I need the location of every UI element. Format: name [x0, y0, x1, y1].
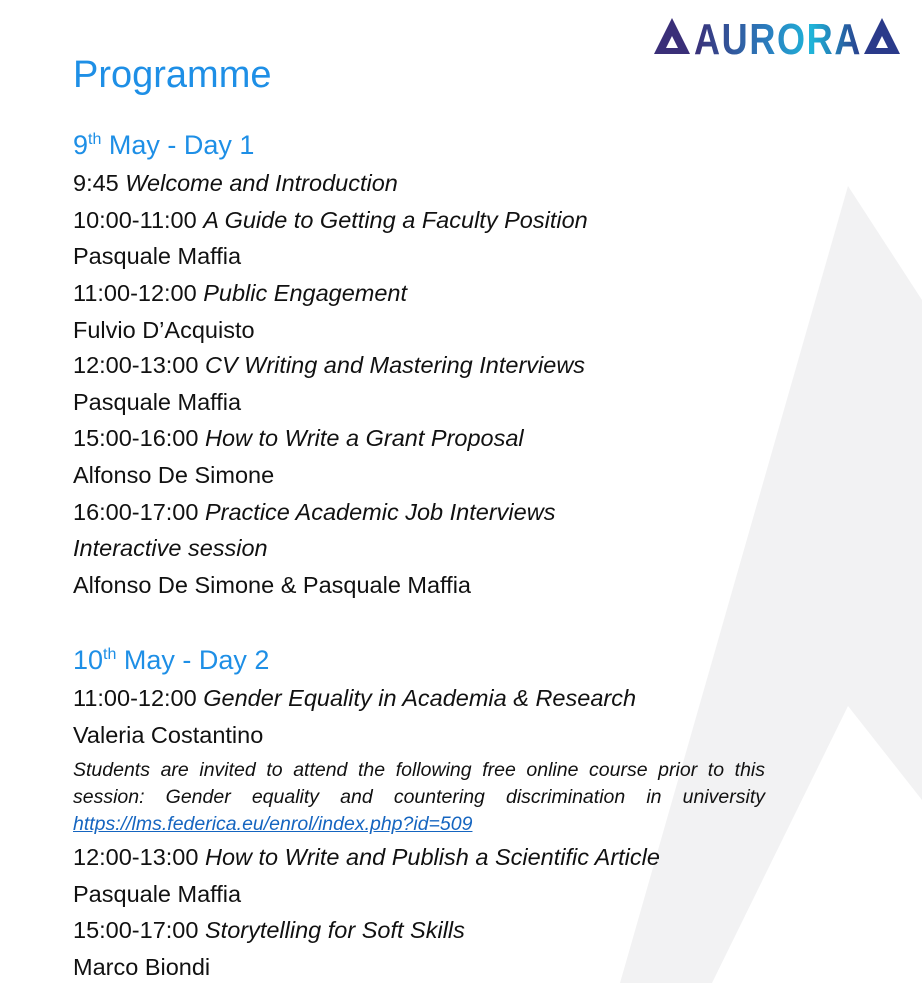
session-time: 11:00-12:00 — [73, 280, 204, 306]
day-heading-2 — [73, 645, 269, 676]
session-time: 15:00-16:00 — [73, 425, 205, 451]
page-title: Programme — [73, 54, 272, 96]
course-link[interactable]: https://lms.federica.eu/enrol/index.php?id=509 — [73, 813, 473, 835]
session-line — [73, 168, 398, 198]
session-speaker: Marco Biondi — [73, 954, 211, 980]
session-title: Public Engagement — [203, 280, 408, 306]
session-time: 9:45 — [73, 170, 126, 196]
session-speaker: Fulvio D’Acquisto — [73, 317, 255, 343]
session-time: 10:00-11:00 — [73, 207, 204, 233]
note-text: Students are invited to attend the following free online course prior to this session: Gender equality and countering discrimination in university — [73, 759, 765, 808]
session-speaker: Pasquale Maffia — [73, 243, 242, 269]
session-speaker: Pasquale Maffia — [73, 389, 242, 415]
session-time: 12:00-13:00 — [73, 352, 205, 378]
day-label: May - Day 2 — [116, 645, 270, 675]
session-line — [73, 915, 465, 945]
session-speaker: Alfonso De Simone & Pasquale Maffia — [73, 572, 471, 598]
svg-text:AURORA: AURORA — [694, 15, 862, 58]
day-number: 10 — [73, 645, 104, 675]
session-line — [73, 423, 524, 453]
session-time: 16:00-17:00 — [73, 499, 205, 525]
session-title: How to Write a Grant Proposal — [204, 425, 524, 451]
session-line — [73, 842, 660, 872]
session-title: Welcome and Introduction — [125, 170, 398, 196]
session-line — [73, 350, 585, 380]
day-heading-1 — [73, 130, 254, 161]
day-ordinal: th — [88, 131, 102, 148]
day-label: May - Day 1 — [101, 130, 255, 160]
session-title: Practice Academic Job Interviews — [204, 499, 556, 525]
session-speaker: Pasquale Maffia — [73, 881, 242, 907]
session-line — [73, 278, 407, 308]
session-line — [73, 205, 588, 235]
session-note — [73, 757, 765, 838]
session-subtitle: Interactive session — [73, 535, 268, 561]
day-number: 9 — [73, 130, 89, 160]
session-line — [73, 683, 636, 713]
session-time: 12:00-13:00 — [73, 844, 205, 870]
day-ordinal: th — [103, 646, 117, 663]
session-speaker: Alfonso De Simone — [73, 462, 275, 488]
session-title: A Guide to Getting a Faculty Position — [203, 207, 588, 233]
session-title: How to Write and Publish a Scientific Article — [204, 844, 660, 870]
session-title: CV Writing and Mastering Interviews — [204, 352, 586, 378]
session-time: 15:00-17:00 — [73, 917, 205, 943]
aurora-logo — [652, 14, 902, 58]
session-speaker: Valeria Costantino — [73, 722, 264, 748]
session-title: Storytelling for Soft Skills — [204, 917, 465, 943]
session-line — [73, 497, 555, 527]
session-time: 11:00-12:00 — [73, 685, 204, 711]
session-title: Gender Equality in Academia & Research — [203, 685, 637, 711]
